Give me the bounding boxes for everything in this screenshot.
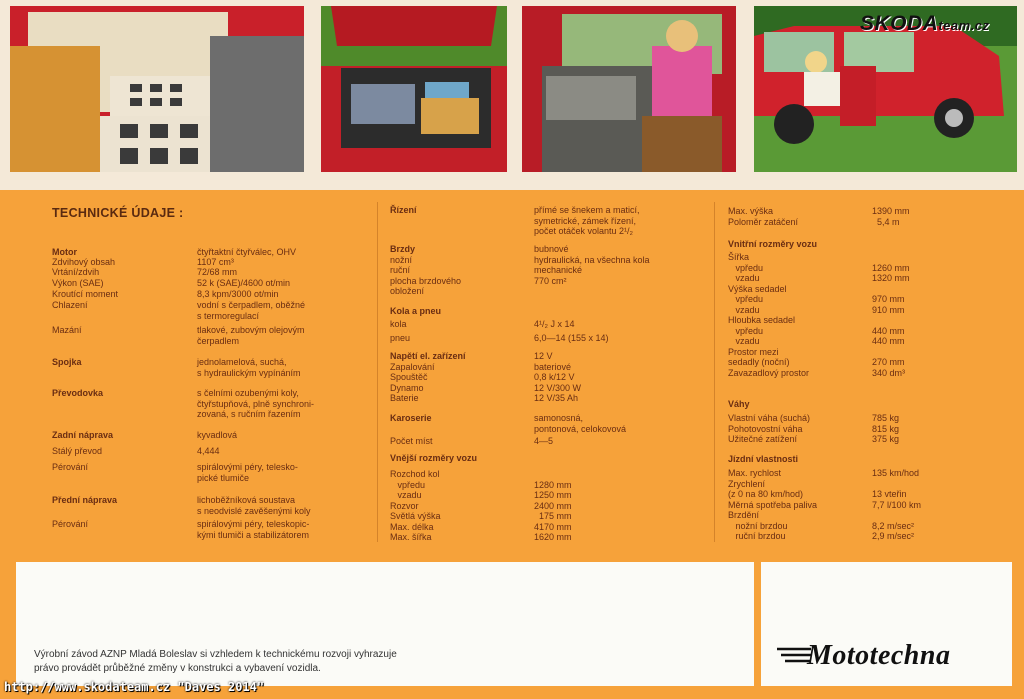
spec-label: Váhy <box>728 399 750 409</box>
spec-label: Vnitřní rozměry vozu <box>728 239 818 249</box>
spec-label: Jízdní vlastnosti <box>728 454 799 464</box>
spec-value: vodní s čerpadlem, oběžné s termoregulací <box>197 300 306 321</box>
spec-label: Motor <box>52 247 77 257</box>
spec-value: kyvadlová <box>197 430 238 440</box>
spec-label: kola <box>390 319 407 329</box>
spec-value: 4¹/₂ J x 14 <box>534 319 575 329</box>
footer-logo-box <box>761 562 1012 686</box>
spec-value: jednolamelová, suchá, s hydraulickým vypínáním <box>197 357 301 378</box>
spec-value: 1280 mm 1250 mm 2400 mm 175 mm 4170 mm 1620 mm <box>534 479 572 542</box>
spec-label: Max. rychlost Zrychlení (z 0 na 80 km/hod) Měrná spotřeba paliva Brzdění nožní brzdou ruční brzdou <box>728 468 818 541</box>
footer-disclaimer-box <box>16 562 754 686</box>
spec-value: 6,0—14 (155 x 14) <box>534 333 609 343</box>
spec-value: 72/68 mm <box>197 267 238 277</box>
spec-label: Šířka vpředu vzadu Výška sedadel vpředu vzadu Hloubka sedadel vpředu vzadu Prostor mezi sedadly (noční) Zavazadlový prostor <box>728 252 810 378</box>
spec-label: Spojka <box>52 357 82 367</box>
spec-label: Stálý převod <box>52 446 103 456</box>
photo-strip <box>0 0 1024 190</box>
spec-value: přímé se šnekem a maticí, symetrické, zámek řízení, počet otáček volantu 2¹/₂ <box>534 205 640 236</box>
technical-specs-panel <box>14 194 1018 554</box>
specs-title: TECHNICKÉ ÚDAJE : <box>52 206 184 220</box>
spec-label: Kola a pneu <box>390 306 442 316</box>
spec-label: Vrtání/zdvih <box>52 267 100 277</box>
spec-value: 8,3 kpm/3000 ot/min <box>197 289 279 299</box>
disclaimer-line-1: Výrobní závod AZNP Mladá Boleslav si vzhledem k technickému rozvoji vyhrazuje <box>34 649 397 660</box>
spec-label: Pérování <box>52 519 89 529</box>
spec-value: 4,444 <box>197 446 220 456</box>
spec-label: Zadní náprava <box>52 430 114 440</box>
spec-label: Kroutící moment <box>52 289 119 299</box>
spec-label: Chlazení <box>52 300 88 310</box>
spec-label: Výkon (SAE) <box>52 278 104 288</box>
spec-label: Počet míst <box>390 436 433 446</box>
spec-label: Vlastní váha (suchá) Pohotovostní váha Užitečné zatížení <box>728 413 811 444</box>
column-divider <box>714 202 715 542</box>
spec-value: 52 k (SAE)/4600 ot/min <box>197 278 291 288</box>
spec-value: spirálovými péry, telesko- pické tlumiče <box>197 462 298 483</box>
spec-value: tlakové, zubovým olejovým čerpadlem <box>197 325 305 346</box>
spec-label: Pérování <box>52 462 89 472</box>
spec-label: Přední náprava <box>52 495 118 505</box>
spec-label: pneu <box>390 333 411 343</box>
source-url-watermark: http://www.skodateam.cz "Daves 2014" <box>4 680 265 694</box>
logo-wordmark: Mototechna <box>807 640 951 671</box>
mototechna-logo <box>777 638 997 678</box>
spec-label: Vnější rozměry vozu <box>390 453 478 463</box>
spec-value: čtyřtaktní čtyřválec, OHV <box>197 247 297 257</box>
spec-label: Mazání <box>52 325 82 335</box>
spec-label: Převodovka <box>52 388 104 398</box>
spec-value: 12 V bateriové 0,8 k/12 V 12 V/300 W 12 V/35 Ah <box>534 351 582 403</box>
spec-value: spirálovými péry, teleskopic- kými tlumiči a stabilizátorem <box>197 519 310 540</box>
spec-label: Zdvihový obsah <box>52 257 116 267</box>
spec-value: 1107 cm³ <box>197 257 234 267</box>
spec-value: 4—5 <box>534 436 554 446</box>
spec-value: lichoběžníková soustava s neodvislé zavěšenými koly <box>197 495 311 516</box>
spec-value: 1390 mm 5,4 m <box>872 206 910 227</box>
spec-value: 1260 mm 1320 mm 970 mm 910 mm 440 mm 440 mm 270 mm 340 dm³ <box>872 262 910 378</box>
disclaimer-line-2: právo provádět průběžné změny v konstrukci a vybavení vozidla. <box>34 663 321 674</box>
spec-label: Karoserie <box>390 413 432 423</box>
spec-label: Rozchod kol vpředu vzadu Rozvor Světlá výška Max. délka Max. šířka <box>390 469 441 542</box>
spec-label: Brzdy nožní ruční plocha brzdového obložení <box>390 244 462 296</box>
photo-front-trunk <box>321 6 507 172</box>
spec-label: Napětí el. zařízení Zapalování Spouštěč Dynamo Baterie <box>390 351 466 403</box>
spec-value: s čelními ozubenými koly, čtyřstupňová, plně synchroni- zovaná, s ručním řazením <box>197 388 315 419</box>
spec-label: Řízení <box>390 205 417 215</box>
spec-label: Max. výška Poloměr zatáčení <box>728 206 799 227</box>
spec-value: 785 kg 815 kg 375 kg <box>872 413 900 444</box>
photo-interior-seats <box>10 6 304 172</box>
photo-luggage-rear-seat <box>522 6 736 172</box>
disclaimer-text <box>34 648 554 676</box>
spec-value: bubnové hydraulická, na všechna kola mechanické 770 cm² <box>534 244 650 286</box>
skodateam-watermark: SKODAteam.cz <box>860 12 990 35</box>
column-divider <box>377 202 378 542</box>
spec-value: samonosná, pontonová, celokovová <box>534 413 627 434</box>
spec-value: 135 km/hod 13 vteřin 7,7 l/100 km 8,2 m/sec² 2,9 m/sec² <box>872 468 922 541</box>
